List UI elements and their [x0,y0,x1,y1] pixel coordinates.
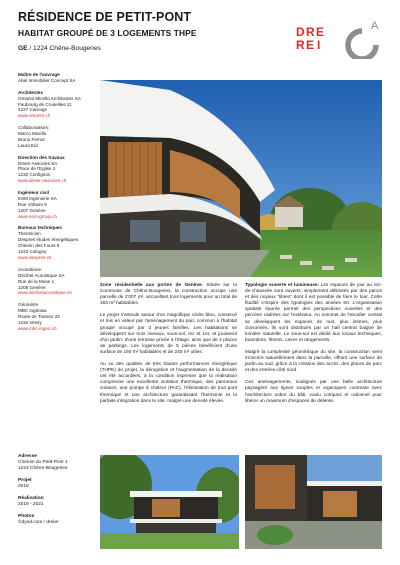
courtyard-photo [245,455,382,549]
shrub [257,525,293,545]
direction-line: 1232 Confignon [18,172,51,178]
address-line: 1224 Chêne-Bougeries [18,466,68,472]
garden-photo [100,455,239,549]
paragraph-lead: Typologie ouverte et lumineuse. [245,283,319,288]
architects-line: Faubourg de Cruseilles 11 [18,101,72,107]
thermal-link[interactable]: www.despres.ch [18,255,52,261]
dreier-logo [296,26,328,56]
paragraph [100,283,237,307]
oa-logo [344,17,384,59]
direction-link[interactable]: www.dreier-associes.ch [18,178,67,184]
technical-offices-group [18,225,96,260]
wood-cladding [255,465,295,509]
collaborators-line: Laura Eid [18,142,38,148]
photo-credit: ©dyod.com / dreier [18,520,59,526]
body-column-2 [245,283,382,411]
lawn [100,533,239,549]
acoustic-line: Acousticien [18,266,42,272]
acoustic-group [18,267,96,297]
paragraph-text: Située sur la Commune de Chêne-Bougeries, la construction occupe une parcelle de 1'007 m², accueillant trois logements pour un total de 483 m² habitables. [100,283,237,307]
page-title: RÉSIDENCE DE PETIT-PONT [18,10,192,24]
collaborators-line: Bruno Ferraz [18,136,45,142]
collaborators-line: Collaborateurs: [18,125,50,131]
logo-letter: E [316,25,324,39]
project-year: 2018 [18,484,29,490]
realisation-years: 2019 - 2021 [18,502,44,508]
credits-sidebar [18,72,96,338]
surveyor-line: 1234 Vessy [18,319,42,325]
project-info [18,454,96,526]
logo-letter: D [296,25,305,39]
paragraph: Au vu des qualités de très hautes performances énergétique (THPE) du projet, la dérogation et l'augmentation de la densité ont été accordées, à la condition expresse que la réalisation comprenne une excellente isolation thermique, des panneaux solaires, une pompe à chaleur (PAC), l'élimination de tout pont thermique et une architecture garantissant l'harmonie et la parfaite intégration dans le site, malgré une densité élevée. [100,362,237,404]
acoustic-link[interactable]: www.decibelacoustique.ch [18,290,72,296]
ground-window [180,222,206,242]
wood-cladding-2 [323,491,357,517]
oa-ring [348,31,376,59]
oa-letter: A [371,20,379,32]
ground-window [130,220,160,242]
acoustic-line: 1205 Genève [18,284,46,290]
engineer-line: ESM Ingénierie SA [18,195,57,201]
logo-letter: R [306,25,315,39]
page-subtitle: HABITAT GROUPÉ DE 3 LOGEMENTS THPE [18,28,197,38]
direction-group [18,155,96,185]
direction-label: Direction des travaux [18,154,65,160]
hero-photo [100,80,382,277]
owner-name: Abel Immobilier Concept SA [18,77,76,83]
paving [100,250,270,277]
acoustic-line: Décibel Acoustique SA [18,272,65,278]
paragraph: Le projet s'articule autour d'un magnifique cèdre bleu, conservé et mis en valeur par l'aménagement du parc commun à l'habitat groupé occupé par 3 jeunes familles. Les habitations se développent sur trois niveaux, sous-sol, rez et 1er, et jouissent d'un jardin, d'une terrasse privée à l'étage, ainsi que de 2 places de parkings. Les logements de 5 pièces bénéficient d'une surface de 160 m² habitables et de 240 m² utiles. [100,313,237,355]
surveyor-line: Route de Tramex 33 [18,314,60,320]
engineer-group [18,190,96,220]
architects-label: Architectes [18,89,44,95]
owner-label: Maître de l'ouvrage [18,72,60,77]
thermal-line: Chemin des Fours 8 [18,243,60,249]
thermal-line: Thermicien [18,231,41,237]
acoustic-line: Rue de la Muse 1 [18,278,55,284]
wood-cladding [152,499,180,517]
engineer-line: Rue Voltaire 8 [18,201,47,207]
neighbor-house [275,205,303,227]
locality: / 1224 Chêne-Bougeries [27,45,101,52]
body-column-1 [100,283,237,411]
surveyor-group [18,302,96,332]
engineer-line: 1207 Genève [18,207,46,213]
logo-letter: R [296,38,305,52]
collaborators-line: Marco Micello [18,131,47,137]
header [18,10,278,52]
roof-slab [130,491,222,497]
architects-line: 1227 Carouge [18,107,48,113]
address-line: Chemin du Petit-Pont 1 [18,460,68,466]
paragraph: Ces aménagements, soulignés par une belle architecture paysagère aux lignes souples et organiques contraste avec l'architecture sobre du bâti, voulu compact et rationnel pour libérer un maximum d'espaces de détente. [245,380,382,404]
thermal-line: 1223 Cologny [18,249,47,255]
thermal-line: Despres études énergétiques [18,237,79,243]
surveyor-line: Géomètre [18,302,39,308]
architects-link[interactable]: www.omarini.ch [18,113,51,119]
address-label: Adresse [18,454,37,459]
paragraph: Malgré la complexité géométrique du site, la construction vient s'inscrire naturellement dans la parcelle, offrant une surface de jardin au sud, grâce à la création des accès, des places de parc et des entrées côté nord. [245,349,382,374]
paragraph-text: Les espaces de jour au rez-de-chaussée sont ouverts, simplement délimités par des parois et des noyaux "libres" dont il est possible de faire le tour. Cette fluidité s'inspire des typologies des années 60. L'organisation spatiale épurée permet des perspectives ouvertes et des percées cadrées sur l'extérieur. Au sommet de l'escalier central se développent les espaces de nuit, plus intimes, plus cloisonnés, ils sont distribués par un hall central baigné de lumière naturelle. Le sous-sol est dédié aux locaux techniques, buanderie, fitness, caves et rangements. [245,283,382,343]
architects-group [18,90,96,120]
photos-label: Photos [18,513,35,519]
collaborators-group [18,125,96,149]
logo-letter: E [306,38,314,52]
owner-group [18,72,96,84]
paragraph [245,283,382,344]
project-year-label: Projet [18,478,32,484]
architects-line: Omarini Micello Architectes SA [18,95,81,101]
location-line [18,45,278,52]
direction-line: Place de l'Eglise 2 [18,166,56,172]
surveyor-link[interactable]: www.mbc-ingeo.ch [18,325,57,331]
canton-code: GE [18,45,28,52]
engineer-label: Ingénieur civil [18,190,49,196]
realisation-label: Réalisation [18,496,44,502]
technical-offices-label: Bureaux techniques [18,225,62,231]
engineer-link[interactable]: www.esm-group.ch [18,213,58,219]
surveyor-line: MBC ingéosia [18,308,47,314]
terrace-slab [130,519,222,523]
roof-slab [307,481,382,486]
paragraph-lead: Zone résidentielle aux portes de Genève. [100,283,203,288]
direction-line: Dreier Associés SA [18,160,58,166]
logo-letter: I [317,38,320,52]
